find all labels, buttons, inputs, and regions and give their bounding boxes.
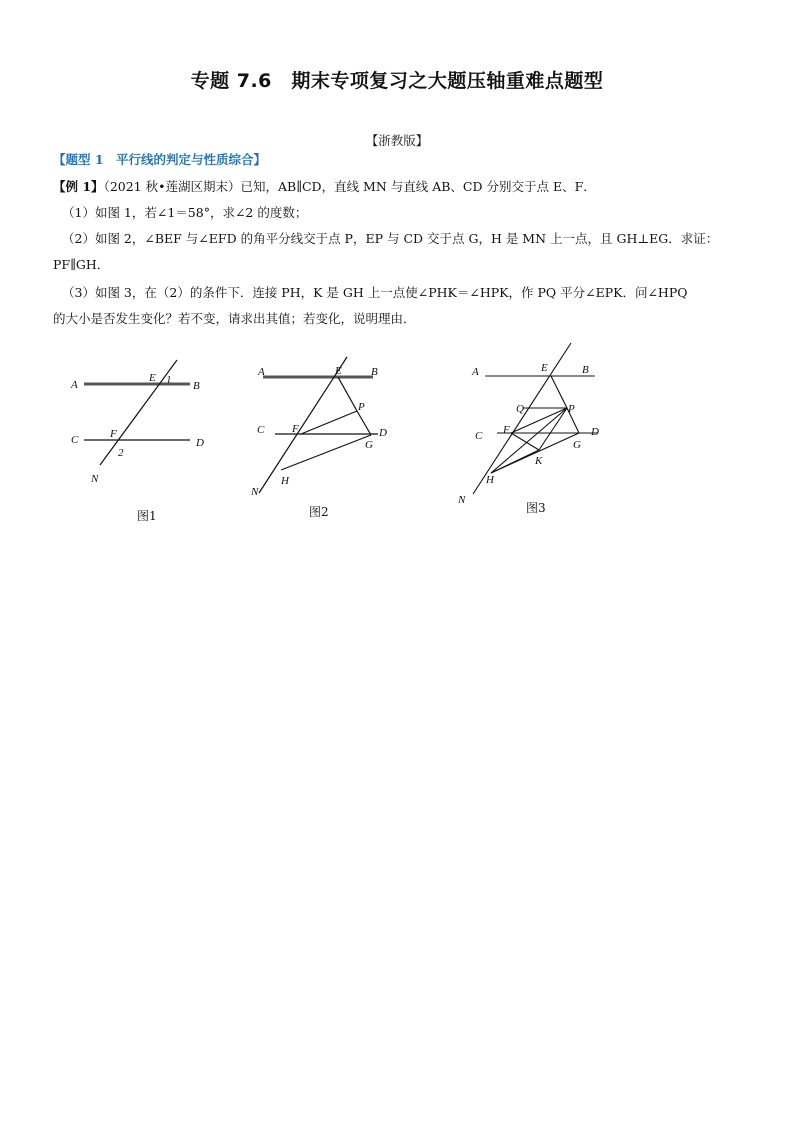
- example-intro: [53, 178, 596, 196]
- fig3-label-d: D: [591, 426, 599, 438]
- fig2-label-h: H: [281, 475, 289, 487]
- fig3-label-h: H: [486, 474, 494, 486]
- fig1-label-a: A: [71, 379, 78, 391]
- fig3-label-c: C: [475, 430, 483, 442]
- question-1: （1）如图 1，若∠1＝58°，求∠2 的度数；: [62, 205, 308, 220]
- fig2-label-g: G: [365, 439, 373, 451]
- fig1-label-d: D: [196, 437, 204, 449]
- example-parallel: AB∥CD: [277, 179, 322, 194]
- fig2-label-c: C: [257, 424, 265, 436]
- question-2-part-a: （2）如图 2，∠BEF 与∠EFD 的角平分线交于点 P，EP 与 CD 交于点 G，H 是 MN 上一点，且 GH⊥EG．求证：: [62, 231, 719, 246]
- figure-2: [245, 355, 405, 500]
- example-source: （2021 秋•莲湖区期末）已知，: [103, 179, 278, 194]
- figure-3-caption: 图3: [526, 501, 546, 515]
- fig1-label-n: N: [91, 473, 99, 485]
- fig1-label-angle-2: 2: [118, 447, 124, 459]
- fig2-label-b: B: [371, 366, 378, 378]
- figure-2-caption: 图2: [309, 505, 329, 519]
- figure-1: [60, 355, 220, 490]
- section-heading: 【题型 1 平行线的判定与性质综合】: [53, 152, 267, 167]
- edition-label: 【浙教版】: [365, 133, 429, 148]
- fig1-label-e: E: [149, 372, 156, 384]
- fig3-label-g: G: [573, 439, 581, 451]
- fig3-label-k: K: [535, 455, 543, 467]
- example-intro-rest: ，直线 MN 与直线 AB、CD 分别交于点 E、F．: [321, 179, 596, 194]
- question-3-part-a: （3）如图 3，在（2）的条件下．连接 PH，K 是 GH 上一点使∠PHK＝∠HPK，作 PQ 平分∠EPK．问∠HPQ: [62, 285, 688, 300]
- fig3-label-q: Q: [516, 403, 524, 415]
- fig2-label-e: E: [335, 365, 342, 377]
- fig3-label-f: F: [503, 424, 510, 436]
- fig3-label-p: P: [568, 403, 575, 415]
- example-label: 【例 1】: [53, 179, 104, 194]
- fig1-label-f: F: [110, 428, 117, 440]
- fig1-label-angle-1: 1: [166, 374, 172, 386]
- figure-1-caption: 图1: [137, 509, 157, 523]
- fig3-label-n: N: [458, 494, 466, 506]
- figure-3: [455, 340, 620, 510]
- fig2-label-n: N: [251, 486, 259, 498]
- fig2-label-p: P: [358, 401, 365, 413]
- fig2-label-d: D: [379, 427, 387, 439]
- fig3-label-a: A: [472, 366, 479, 378]
- page-title: 专题 7.6 期末专项复习之大题压轴重难点题型: [190, 70, 604, 92]
- fig1-label-c: C: [71, 434, 79, 446]
- fig2-label-a: A: [258, 366, 265, 378]
- question-3-part-b: 的大小是否发生变化？若不变，请求出其值；若变化，说明理由．: [53, 311, 416, 326]
- fig3-label-e: E: [541, 362, 548, 374]
- fig1-label-b: B: [193, 380, 200, 392]
- fig3-label-b: B: [582, 364, 589, 376]
- fig2-label-f: F: [292, 423, 299, 435]
- question-2-part-b: PF∥GH．: [53, 257, 110, 272]
